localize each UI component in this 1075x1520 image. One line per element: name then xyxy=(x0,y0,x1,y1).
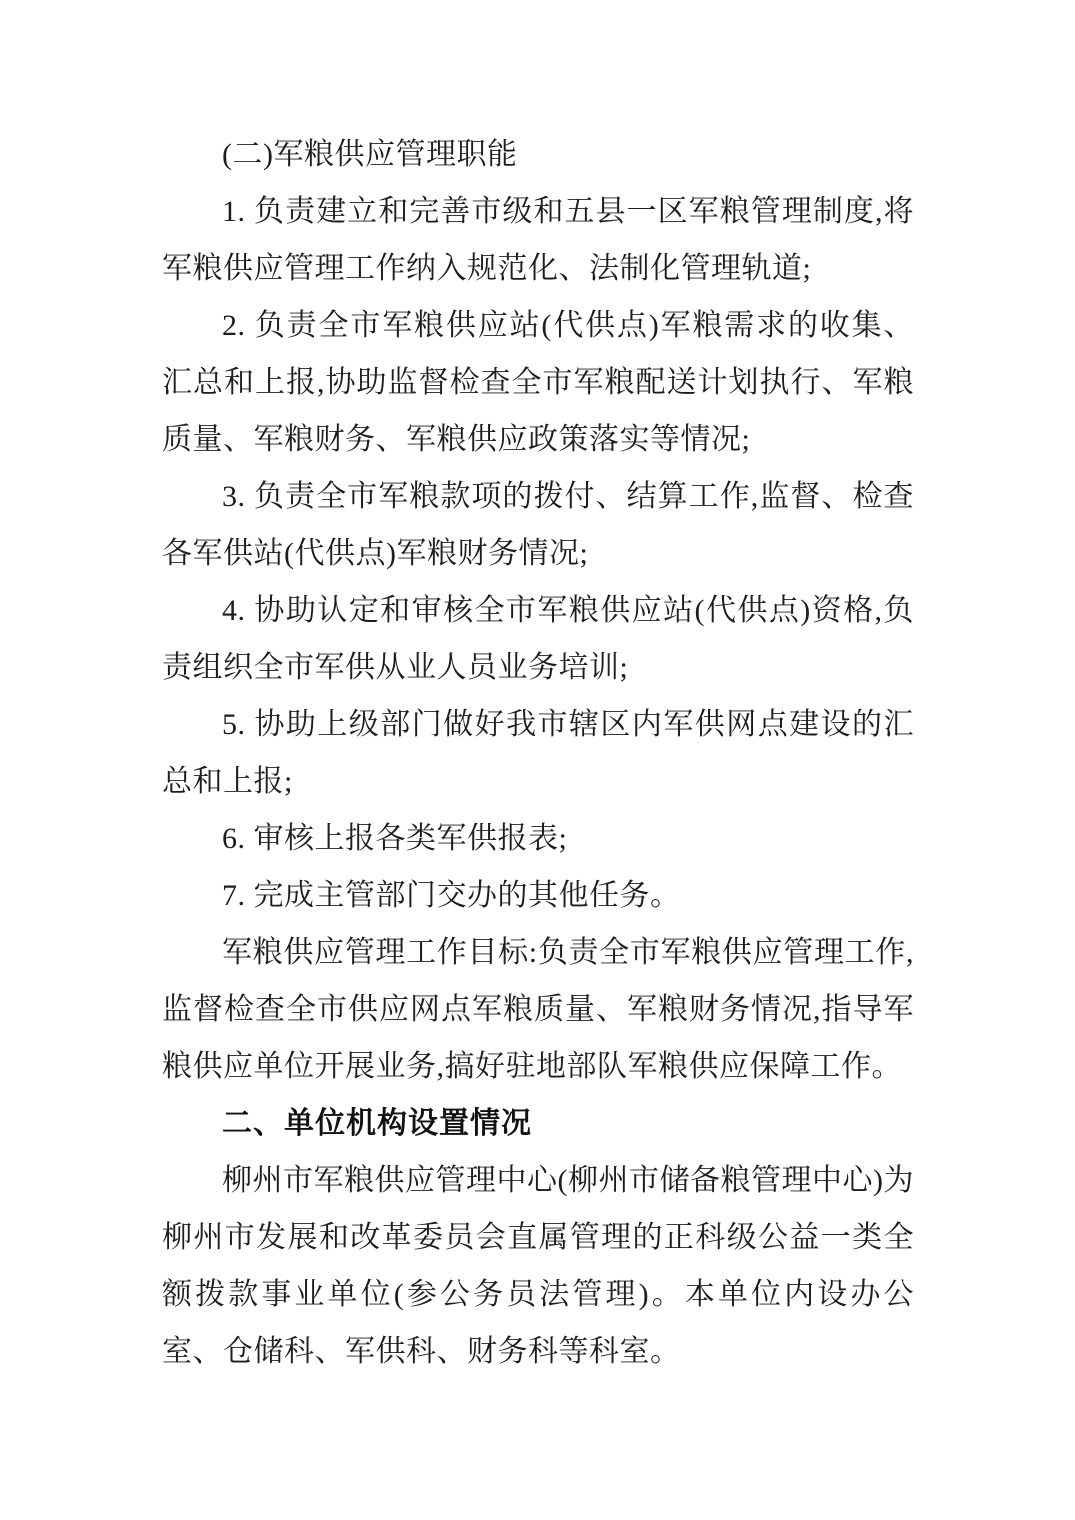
numbered-item-3: 3. 负责全市军粮款项的拨付、结算工作,监督、检查各军供站(代供点)军粮财务情况; xyxy=(162,480,914,570)
numbered-item-7: 7. 完成主管部门交办的其他任务。 xyxy=(222,879,681,912)
section-heading: 二、单位机构设置情况 xyxy=(222,1107,532,1140)
numbered-item-6: 6. 审核上报各类军供报表; xyxy=(222,822,568,855)
document-content xyxy=(162,126,914,1380)
numbered-item-4: 4. 协助认定和审核全市军粮供应站(代供点)资格,负责组织全市军供从业人员业务培训; xyxy=(162,594,914,684)
organization-paragraph: 柳州市军粮供应管理中心(柳州市储备粮管理中心)为柳州市发展和改革委员会直属管理的正科级公益一类全额拨款事业单位(参公务员法管理)。本单位内设办公室、仓储科、军供科、财务科等科室。 xyxy=(162,1164,914,1368)
section-subheading: (二)军粮供应管理职能 xyxy=(222,138,518,171)
numbered-item-1: 1. 负责建立和完善市级和五县一区军粮管理制度,将军粮供应管理工作纳入规范化、法制化管理轨道; xyxy=(162,195,914,285)
goal-paragraph: 军粮供应管理工作目标:负责全市军粮供应管理工作,监督检查全市供应网点军粮质量、军粮财务情况,指导军粮供应单位开展业务,搞好驻地部队军粮供应保障工作。 xyxy=(162,936,914,1083)
numbered-item-5: 5. 协助上级部门做好我市辖区内军供网点建设的汇总和上报; xyxy=(162,708,914,798)
numbered-item-2: 2. 负责全市军粮供应站(代供点)军粮需求的收集、汇总和上报,协助监督检查全市军粮配送计划执行、军粮质量、军粮财务、军粮供应政策落实等情况; xyxy=(162,309,914,456)
